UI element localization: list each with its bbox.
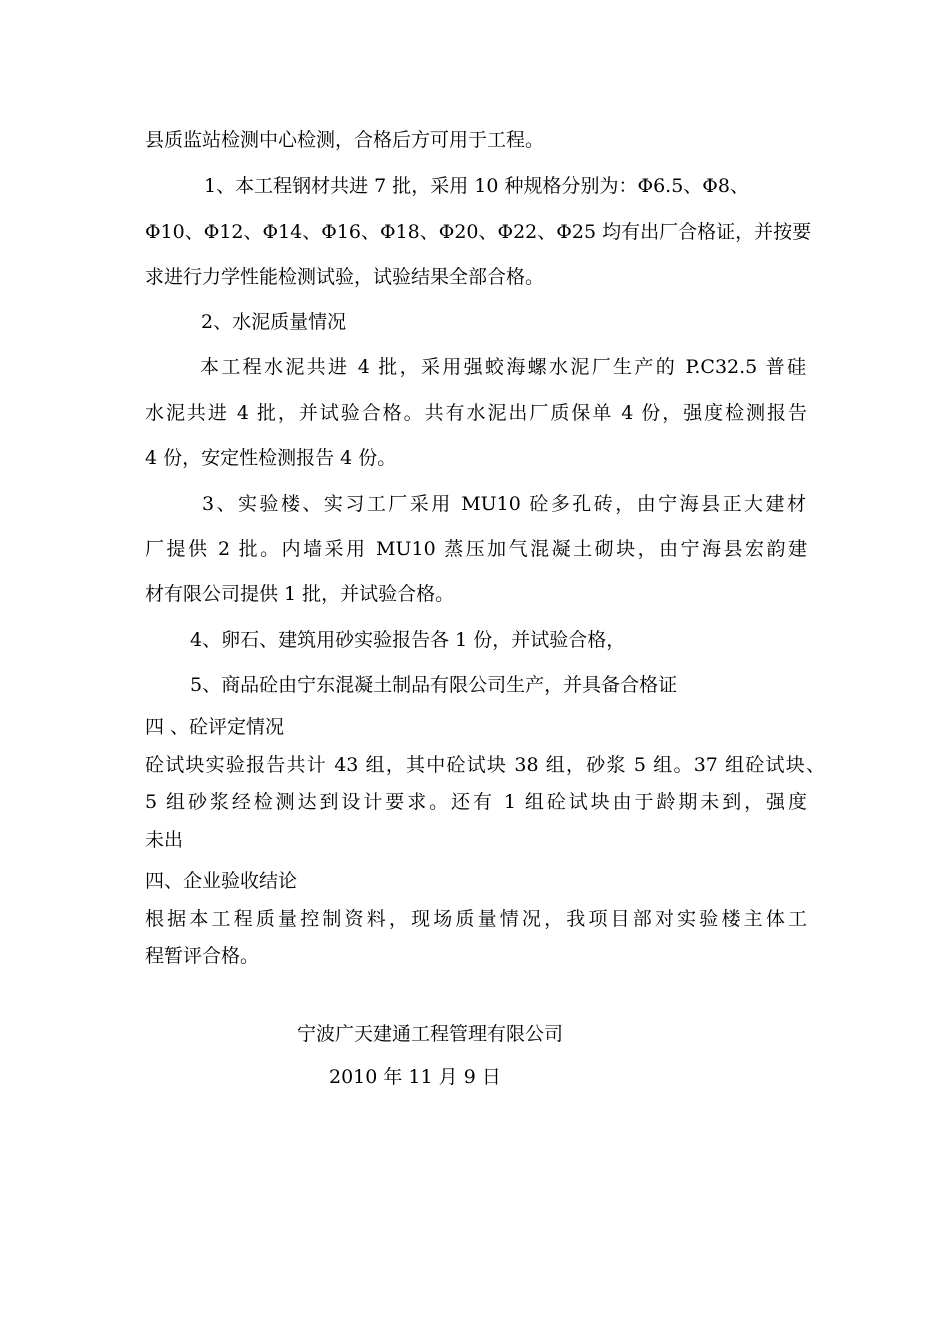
text-line: 5 组砂浆经检测达到设计要求。还有 1 组砼试块由于龄期未到，强度: [145, 791, 807, 813]
text-line: 未出: [145, 829, 184, 851]
text-line: 县质监站检测中心检测，合格后方可用于工程。: [145, 129, 545, 151]
text-line: 砼试块实验报告共计 43 组，其中砼试块 38 组，砂浆 5 组。37 组砼试块、: [145, 754, 825, 776]
text-line: Φ10、Φ12、Φ14、Φ16、Φ18、Φ20、Φ22、Φ25 均有出厂合格证，并按要: [145, 221, 812, 243]
text-line: 求进行力学性能检测试验，试验结果全部合格。: [145, 266, 545, 288]
signature-company: 宁波广天建通工程管理有限公司: [297, 1023, 564, 1045]
text-line: 程暂评合格。: [145, 945, 260, 967]
section-heading: 四、企业验收结论: [145, 870, 298, 892]
text-line: 根据本工程质量控制资料，现场质量情况，我项目部对实验楼主体工: [145, 908, 807, 930]
signature-date: 2010 年 11 月 9 日: [329, 1066, 501, 1088]
section-heading: 2、水泥质量情况: [201, 311, 347, 333]
text-line: 材有限公司提供 1 批，并试验合格。: [145, 583, 455, 605]
text-line: 本工程水泥共进 4 批，采用强蛟海螺水泥厂生产的 P.C32.5 普硅: [200, 356, 806, 378]
text-line: 水泥共进 4 批，并试验合格。共有水泥出厂质保单 4 份，强度检测报告: [145, 402, 807, 424]
text-line: 3、实验楼、实习工厂采用 MU10 砼多孔砖，由宁海县正大建材: [202, 493, 806, 515]
section-heading: 四 、砼评定情况: [145, 716, 285, 738]
text-line: 1、本工程钢材共进 7 批，采用 10 种规格分别为：Φ6.5、Φ8、: [204, 175, 749, 197]
text-line: 4 份，安定性检测报告 4 份。: [145, 447, 397, 469]
text-line: 厂提供 2 批。内墙采用 MU10 蒸压加气混凝土砌块，由宁海县宏韵建: [145, 538, 807, 560]
text-line: 5、商品砼由宁东混凝土制品有限公司生产，并具备合格证: [190, 674, 678, 696]
text-line: 4、卵石、建筑用砂实验报告各 1 份，并试验合格，: [190, 629, 626, 651]
